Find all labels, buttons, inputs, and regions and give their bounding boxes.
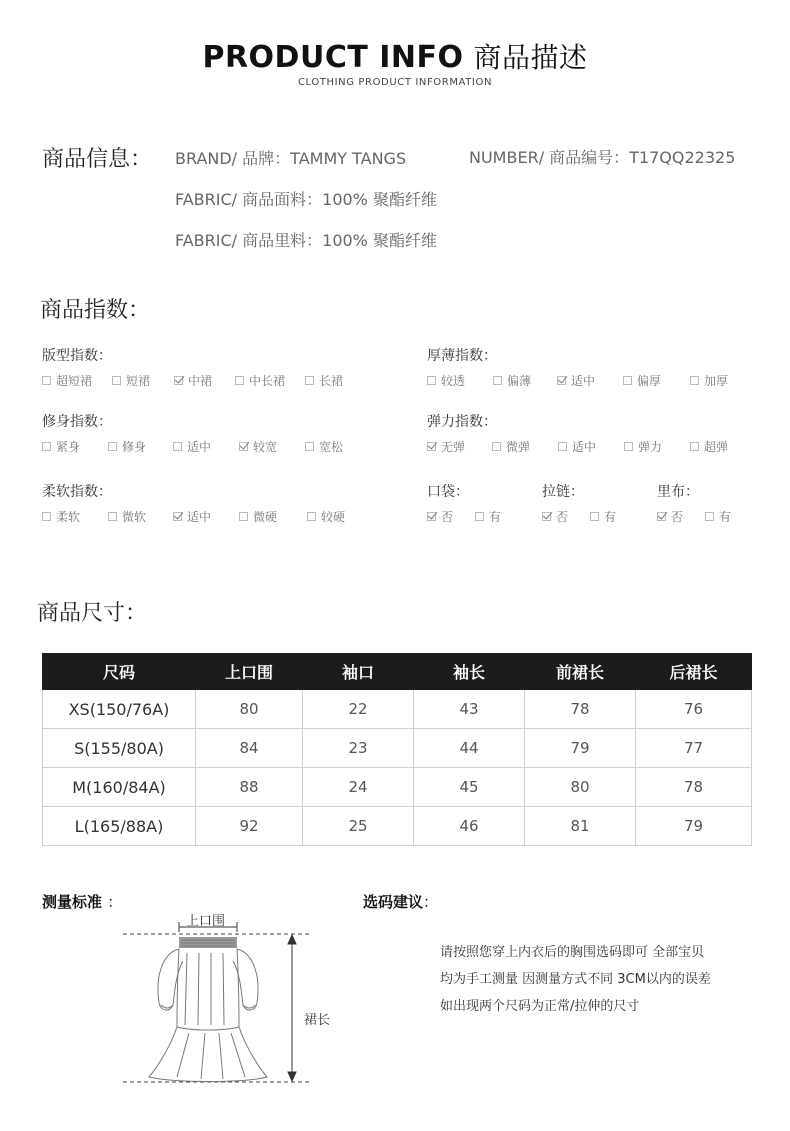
table-cell: 23	[303, 729, 414, 768]
checkbox-checked-icon[interactable]	[542, 512, 551, 521]
size-table	[42, 653, 752, 846]
option-label: 超短裙	[56, 374, 93, 388]
option-label: 否	[441, 510, 454, 524]
option[interactable]	[235, 372, 305, 389]
length-label: 裙长	[304, 1013, 331, 1028]
zipper-options	[542, 508, 630, 525]
checkbox-checked-icon[interactable]	[557, 376, 566, 385]
table-cell: 22	[303, 690, 414, 729]
option-label: 弹力	[638, 440, 663, 454]
advice-text	[440, 939, 711, 1020]
column-header: 袖长	[414, 654, 525, 690]
table-cell: S(155/80A)	[43, 729, 196, 768]
column-header: 上口围	[196, 654, 303, 690]
checkbox-icon[interactable]	[590, 512, 599, 521]
checkbox-checked-icon[interactable]	[427, 442, 436, 451]
index-elasticity-title: 弹力指数：	[427, 414, 497, 430]
lining-text: FABRIC/ 商品里料：100% 聚酯纤维	[175, 231, 437, 250]
measure-heading-colon: ：	[107, 893, 123, 911]
table-cell: 43	[414, 690, 525, 729]
checkbox-icon[interactable]	[690, 376, 699, 385]
index-slim-options	[42, 438, 365, 455]
table-cell: 46	[414, 807, 525, 846]
index-elasticity-options	[427, 438, 750, 455]
option[interactable]	[173, 508, 239, 525]
number-text: NUMBER/ 商品编号：T17QQ22325	[469, 148, 736, 167]
option-label: 偏薄	[507, 374, 532, 388]
lining-cloth-options	[657, 508, 745, 525]
option[interactable]	[239, 438, 305, 455]
table-cell: 45	[414, 768, 525, 807]
option[interactable]	[492, 438, 558, 455]
option[interactable]	[427, 372, 493, 389]
checkbox-icon[interactable]	[235, 376, 244, 385]
sizes-heading: 商品尺寸：	[37, 601, 148, 626]
table-cell: 81	[525, 807, 636, 846]
option-label: 微弹	[506, 440, 531, 454]
table-row	[43, 690, 752, 729]
index-slim-title: 修身指数：	[42, 414, 112, 430]
option[interactable]	[173, 438, 239, 455]
table-cell: L(165/88A)	[43, 807, 196, 846]
option-label: 适中	[187, 510, 212, 524]
option-label: 较宽	[253, 440, 278, 454]
option[interactable]	[42, 438, 108, 455]
checkbox-icon[interactable]	[623, 376, 632, 385]
checkbox-icon[interactable]	[173, 442, 182, 451]
option[interactable]	[305, 438, 365, 455]
option[interactable]	[108, 438, 173, 455]
title-cn: 商品描述	[473, 41, 588, 74]
advice-heading	[363, 891, 438, 912]
table-cell: 76	[636, 690, 752, 729]
table-cell: M(160/84A)	[43, 768, 196, 807]
title-en: PRODUCT INFO	[202, 40, 464, 75]
length-arrow	[288, 935, 296, 1081]
option-label: 紧身	[56, 440, 81, 454]
info-heading: 商品信息：	[42, 147, 153, 172]
option-label: 短裙	[126, 374, 151, 388]
advice-line: 如出现两个尺码为正常/拉伸的尺寸	[440, 999, 640, 1014]
option-label: 微硬	[253, 510, 278, 524]
table-cell: 92	[196, 807, 303, 846]
option[interactable]	[542, 508, 590, 525]
option[interactable]	[623, 372, 690, 389]
column-header: 尺码	[43, 654, 196, 690]
option-label: 中长裙	[249, 374, 286, 388]
option[interactable]	[657, 508, 705, 525]
table-cell: XS(150/76A)	[43, 690, 196, 729]
checkbox-icon[interactable]	[705, 512, 714, 521]
measure-heading-text: 测量标准	[42, 893, 103, 911]
top-width-arrow	[179, 922, 237, 932]
table-cell: 25	[303, 807, 414, 846]
option[interactable]	[690, 372, 750, 389]
option[interactable]	[558, 438, 624, 455]
table-header-row	[43, 654, 752, 690]
checkbox-checked-icon[interactable]	[239, 442, 248, 451]
option-label: 无弹	[441, 440, 466, 454]
option-label: 柔软	[56, 510, 81, 524]
table-cell: 78	[525, 690, 636, 729]
option[interactable]	[557, 372, 623, 389]
checkbox-icon[interactable]	[690, 442, 699, 451]
column-header: 后裙长	[636, 654, 752, 690]
checkbox-checked-icon[interactable]	[173, 512, 182, 521]
option-label: 有	[489, 510, 502, 524]
checkbox-icon[interactable]	[305, 442, 314, 451]
option[interactable]	[624, 438, 690, 455]
option-label: 偏厚	[637, 374, 662, 388]
checkbox-icon[interactable]	[624, 442, 633, 451]
table-cell: 80	[196, 690, 303, 729]
option[interactable]	[475, 508, 515, 525]
advice-line: 请按照您穿上内衣后的胸围选码即可 全部宝贝	[440, 945, 705, 960]
top-circumference-label: 上口围	[186, 914, 226, 929]
advice-heading-text: 选码建议	[363, 893, 424, 911]
indices-heading: 商品指数：	[40, 298, 151, 323]
checkbox-icon[interactable]	[42, 442, 51, 451]
checkbox-icon[interactable]	[492, 442, 501, 451]
option-label: 有	[719, 510, 732, 524]
table-cell: 80	[525, 768, 636, 807]
table-cell: 44	[414, 729, 525, 768]
checkbox-icon[interactable]	[427, 376, 436, 385]
option[interactable]	[493, 372, 557, 389]
fabric-text: FABRIC/ 商品面料：100% 聚酯纤维	[175, 190, 437, 209]
option-label: 中裙	[188, 374, 213, 388]
table-cell: 79	[525, 729, 636, 768]
option-label: 适中	[187, 440, 212, 454]
index-softness-title: 柔软指数：	[42, 484, 112, 500]
option[interactable]	[239, 508, 307, 525]
option-label: 超弹	[704, 440, 729, 454]
option-label: 适中	[572, 440, 597, 454]
option-label: 适中	[571, 374, 596, 388]
pocket-title: 口袋：	[427, 484, 469, 500]
page-title	[0, 36, 790, 76]
checkbox-icon[interactable]	[108, 442, 117, 451]
index-fit-type-options	[42, 372, 365, 389]
checkbox-icon[interactable]	[112, 376, 121, 385]
table-cell: 24	[303, 768, 414, 807]
checkbox-icon[interactable]	[42, 512, 51, 521]
index-thickness-options	[427, 372, 750, 389]
checkbox-checked-icon[interactable]	[427, 512, 436, 521]
brand-text: BRAND/ 品牌：TAMMY TANGS	[175, 149, 407, 168]
option[interactable]	[307, 508, 367, 525]
checkbox-icon[interactable]	[239, 512, 248, 521]
option[interactable]	[305, 372, 365, 389]
checkbox-icon[interactable]	[305, 376, 314, 385]
option-label: 有	[604, 510, 617, 524]
dress-measurement-diagram	[115, 905, 320, 1090]
table-cell: 84	[196, 729, 303, 768]
option-label: 宽松	[319, 440, 344, 454]
checkbox-icon[interactable]	[475, 512, 484, 521]
table-cell: 78	[636, 768, 752, 807]
advice-line: 均为手工测量 因测量方式不同 3CM以内的误差	[440, 972, 711, 987]
option[interactable]	[42, 372, 112, 389]
option[interactable]	[108, 508, 173, 525]
option[interactable]	[174, 372, 235, 389]
pocket-options	[427, 508, 515, 525]
table-cell: 77	[636, 729, 752, 768]
option[interactable]	[112, 372, 174, 389]
option-label: 微软	[122, 510, 147, 524]
page-subtitle: CLOTHING PRODUCT INFORMATION	[297, 77, 493, 88]
checkbox-icon[interactable]	[493, 376, 502, 385]
index-thickness-title: 厚薄指数：	[427, 348, 497, 364]
option-label: 否	[671, 510, 684, 524]
zipper-title: 拉链：	[542, 484, 584, 500]
column-header: 前裙长	[525, 654, 636, 690]
checkbox-icon[interactable]	[307, 512, 316, 521]
option-label: 修身	[122, 440, 147, 454]
option[interactable]	[590, 508, 630, 525]
checkbox-checked-icon[interactable]	[657, 512, 666, 521]
index-softness-options	[42, 508, 367, 525]
option-label: 否	[556, 510, 569, 524]
table-row	[43, 807, 752, 846]
measure-heading	[42, 891, 122, 912]
option[interactable]	[427, 438, 492, 455]
checkbox-icon[interactable]	[108, 512, 117, 521]
option[interactable]	[690, 438, 750, 455]
lining-cloth-title: 里布：	[657, 484, 699, 500]
checkbox-icon[interactable]	[42, 376, 51, 385]
option[interactable]	[705, 508, 745, 525]
option-label: 加厚	[704, 374, 729, 388]
option-label: 较硬	[321, 510, 346, 524]
option-label: 较透	[441, 374, 466, 388]
checkbox-checked-icon[interactable]	[174, 376, 183, 385]
index-fit-type-title: 版型指数：	[42, 348, 112, 364]
option-label: 长裙	[319, 374, 344, 388]
table-row	[43, 729, 752, 768]
checkbox-icon[interactable]	[558, 442, 567, 451]
option[interactable]	[427, 508, 475, 525]
table-cell: 79	[636, 807, 752, 846]
table-row	[43, 768, 752, 807]
table-cell: 88	[196, 768, 303, 807]
option[interactable]	[42, 508, 108, 525]
advice-heading-colon: ：	[423, 893, 439, 911]
dress-outline	[149, 949, 267, 1082]
column-header: 袖口	[303, 654, 414, 690]
